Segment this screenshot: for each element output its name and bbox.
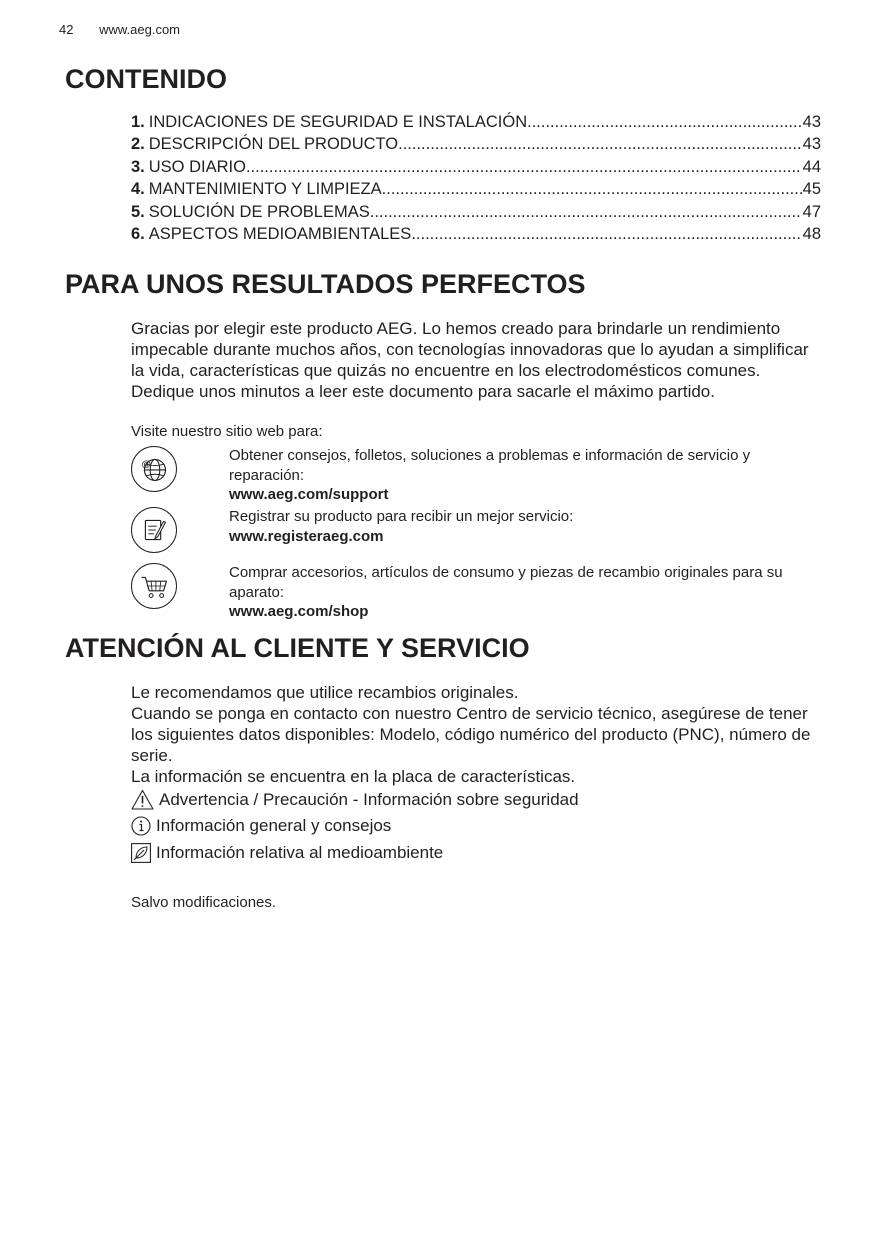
toc-number: 1. [131,113,145,131]
register-link-text: Registrar su producto para recibir un mejor servicio: [229,508,574,525]
service-line-3: La información se encuentra en la placa de características. [131,767,576,786]
globe-support-icon [131,446,177,492]
toc-label: INDICACIONES DE SEGURIDAD E INSTALACIÓN [148,113,528,131]
legend-environment [131,843,443,863]
customer-service-text [131,682,821,787]
toc-page: 48 [802,224,821,243]
toc-number: 4. [131,180,145,199]
shop-url-link[interactable]: www.aeg.com/shop [229,603,369,620]
toc-label: USO DIARIO [148,157,246,176]
warning-triangle-icon [131,789,154,810]
toc-label: SOLUCIÓN DE PROBLEMAS [148,202,370,221]
service-line-1: Le recomendamos que utilice recambios originales. [131,683,519,702]
toc-leader [527,111,802,133]
toc-leader [246,156,802,178]
toc-leader [382,178,802,200]
toc-entry[interactable] [131,156,821,178]
legend-warning-text: Advertencia / Precaución - Información sobre seguridad [159,789,579,809]
legend-info [131,816,391,836]
customer-service-heading: ATENCIÓN AL CLIENTE Y SERVICIO [65,633,530,663]
page-number: 42 [59,22,74,37]
intro-paragraph: Gracias por elegir este producto AEG. Lo hemos creado para brindarle un rendimiento impecable durante muchos años, con tecnologías innovadoras que lo ayudan a simplificar la vida, características que quizás no encuentre en los electrodomésticos comunes. Dedique unos minutos a leer este documento para sacarle el máximo partido. [131,319,809,401]
toc-entry[interactable] [131,133,821,155]
toc-number: 5. [131,202,145,221]
toc-entry[interactable] [131,111,821,133]
toc-entry[interactable] [131,223,821,245]
header-url: www.aeg.com [99,22,181,37]
page-header [59,22,180,37]
perfect-results-heading: PARA UNOS RESULTADOS PERFECTOS [65,269,586,299]
service-line-2: Cuando se ponga en contacto con nuestro Centro de servicio técnico, asegúrese de tener los siguientes datos disponibles: Modelo, código numérico del producto (PNC), número de serie. [131,704,811,765]
legend-warning [131,789,579,810]
toc-number: 3. [131,157,145,176]
footer-note: Salvo modificaciones. [131,894,277,911]
legend-info-text: Información general y consejos [156,816,392,835]
register-pen-icon [131,507,177,553]
toc-label: ASPECTOS MEDIOAMBIENTALES [148,224,412,243]
visit-website-text: Visite nuestro sitio web para: [131,423,323,440]
legend-environment-text: Información relativa al medioambiente [156,843,444,862]
toc-page: 43 [802,113,821,131]
toc-page: 44 [802,157,821,176]
environment-leaf-icon [131,843,151,863]
shopping-cart-icon [131,563,177,609]
register-url-link[interactable]: www.registeraeg.com [229,527,384,545]
toc-number: 6. [131,224,145,243]
toc-leader [370,201,802,223]
shop-link-text: Comprar accesorios, artículos de consumo y piezas de recambio originales para su aparato: [229,564,783,601]
info-circle-icon [131,816,151,836]
toc-entry[interactable] [131,201,821,223]
toc-page: 45 [802,180,821,199]
toc-label: MANTENIMIENTO Y LIMPIEZA [148,180,382,199]
toc-page: 47 [802,202,821,221]
table-of-contents [131,111,821,245]
contents-heading: CONTENIDO [65,64,227,94]
toc-entry[interactable] [131,178,821,200]
toc-leader [411,223,801,245]
support-url-link[interactable]: www.aeg.com/support [229,486,389,503]
svg-text:@: @ [141,459,151,471]
toc-page: 43 [802,135,821,154]
toc-label: DESCRIPCIÓN DEL PRODUCTO [148,135,399,154]
support-link-text: Obtener consejos, folletos, soluciones a problemas e información de servicio y reparación: [229,447,751,484]
toc-leader [398,133,802,155]
toc-number: 2. [131,135,145,154]
